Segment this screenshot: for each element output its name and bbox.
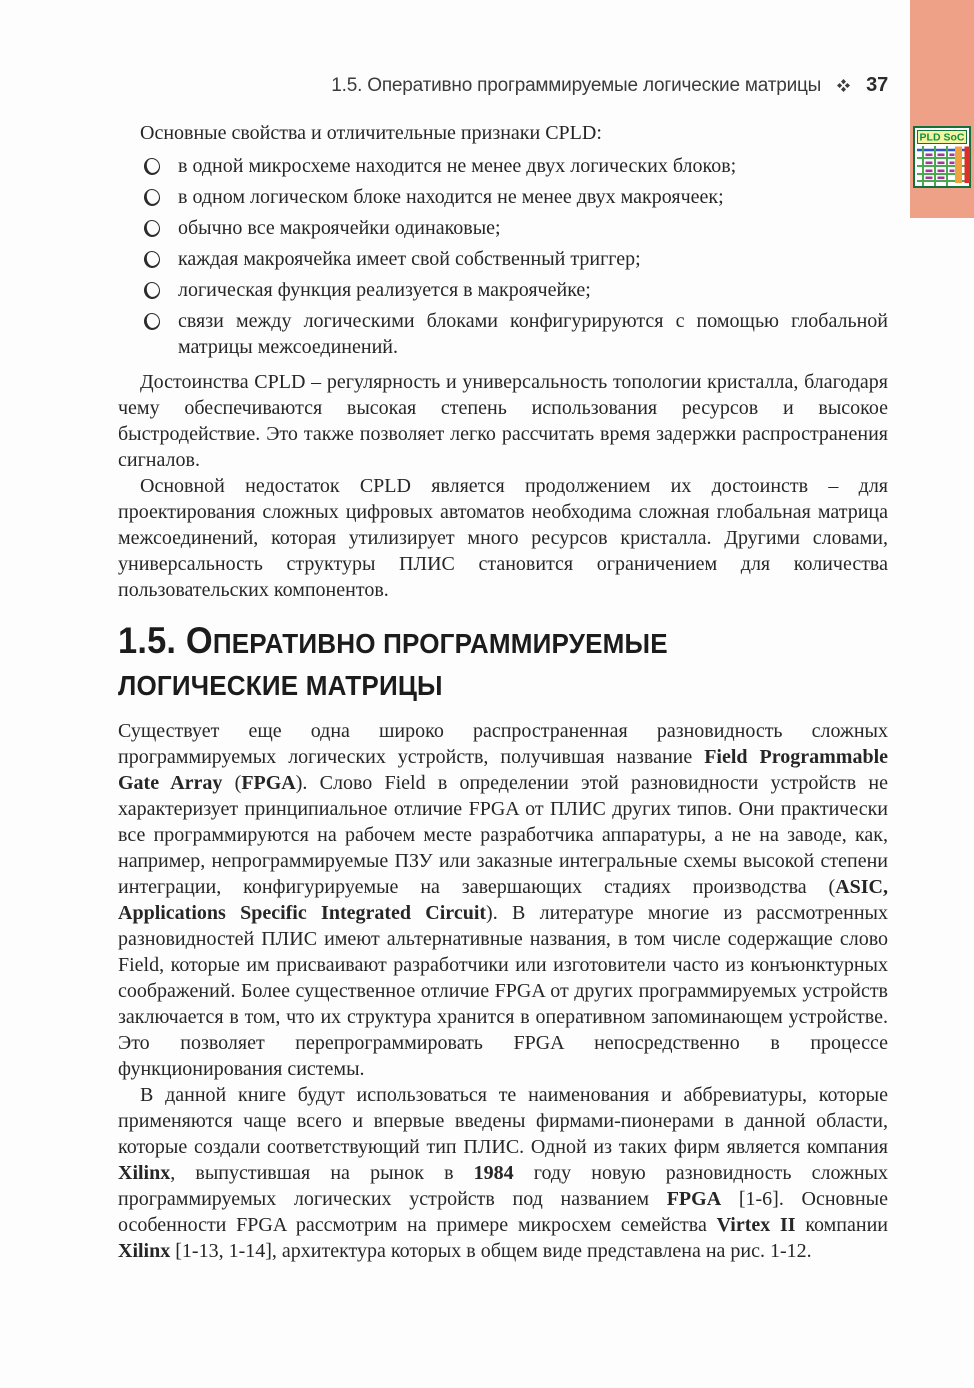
section-heading-number: 1.5. О [118,620,213,661]
circle-bullet-icon [142,249,162,269]
list-item [118,246,888,272]
text-run-bold: 1984 [473,1162,514,1184]
text-run: ). В литературе многие из рассмотренных разновидностей ПЛИС имеют альтернативные названия, в том числе содержащие слово Field, которые им присваивают разработчики или изготовители часто из конъюнктурных соображений. Более существенное отличие FPGA от других программируемых устройств заключается в том, что их структура хранится в оперативном запоминающем устройстве. Это позволяет перепрограммировать FPGA непосредственно в процессе функционирования системы. [118,902,888,1080]
section-heading-line2: ЛОГИЧЕСКИЕ МАТРИЦЫ [118,670,443,701]
text-run: ( [222,772,242,794]
paragraph-cpld-advantages: Достоинства CPLD – регулярность и универсальность топологии кристалла, благодаря чему обеспечиваются высокая степень использования ресурсов и высокое быстродействие. Это также позволяет легко рассчитать время задержки распространения сигналов. [118,371,888,471]
diamond-icon [837,76,850,98]
paragraph-fpga [118,718,888,1082]
pld-soc-icon [913,126,971,188]
text-run-bold: Xilinx [118,1162,171,1184]
list-item-text: логическая функция реализуется в макроячейке; [178,279,591,301]
list-item [118,184,888,210]
text-run: В данной книге будут использоваться те наименования и аббревиатуры, которые применяются чаще всего и впервые введены фирмами-пионерами в данной области, которые создали соответствующий тип ПЛИС. Одной из таких фирм является компания [118,1084,888,1158]
text-run: году новую разновидность сложных программируемых логических устройств под названием [118,1162,888,1210]
circle-bullet-icon [142,218,162,238]
text-run-bold: Xilinx [118,1240,171,1262]
text-run-bold: Field Programmable Gate Array [118,746,888,794]
list-item-text: в одном логическом блоке находится не менее двух макроячеек; [178,186,724,208]
chapter-tab-strip [910,0,974,218]
circle-bullet-icon [142,156,162,176]
circle-bullet-icon [142,187,162,207]
list-item-text: каждая макроячейка имеет свой собственный триггер; [178,248,641,270]
list-item [118,153,888,179]
text-run-bold: Virtex II [716,1214,796,1236]
text-run: [1-6]. Основные особенности FPGA рассмотрим на примере микросхем семейства [118,1188,889,1236]
text-run-bold: ASIC, Applications Specific Integrated Circuit [118,876,888,924]
pld-soc-icon-label: PLD SoC [919,131,965,144]
circle-bullet-icon [142,280,162,300]
running-header [118,74,888,97]
list-item [118,308,888,360]
list-item-text: в одной микросхеме находится не менее двух логических блоков; [178,155,737,177]
text-run-bold: FPGA [666,1188,722,1210]
page-content [118,120,888,1264]
text-run: , выпустившая на рынок в [170,1162,474,1184]
list-item [118,215,888,241]
circle-bullet-icon [142,311,162,331]
cpld-properties-list [118,153,888,360]
list-item-text: связи между логическими блоками конфигурируются с помощью глобальной матрицы межсоединений. [178,310,888,358]
running-header-title: 1.5. Оперативно программируемые логические матрицы [331,75,822,96]
section-heading-line1: ПЕРАТИВНО ПРОГРАММИРУЕМЫЕ [212,628,668,659]
paragraph-cpld-drawback: Основной недостаток CPLD является продолжением их достоинств – для проектирования сложных цифровых автоматов необходима сложная глобальная матрица межсоединений, которая утилизирует много ресурсов кристалла. Другими словами, универсальность структуры ПЛИС становится ограничением для количества пользовательских компонентов. [118,475,888,601]
section-heading [118,619,834,706]
text-run: [1-13, 1-14], архитектура которых в общем виде представлена на рис. 1-12. [170,1240,812,1262]
page-number: 37 [866,74,888,96]
text-run: компании [795,1214,888,1236]
paragraph-cpld-intro: Основные свойства и отличительные признаки CPLD: [140,122,602,144]
text-run: ). Слово Field в определении этой разновидности устройств не характеризует принципиальное отличие FPGA от ПЛИС других типов. Они практически все программируются на рабочем месте разработчика аппаратуры, а не на заводе, как, например, непрограммируемые ПЗУ или заказные интегральные схемы высокой степени интеграции, конфигурируемые на завершающих стадиях производства ( [118,772,888,898]
list-item [118,277,888,303]
text-run-bold: FPGA [241,772,296,794]
text-run: Существует еще одна широко распространенная разновидность сложных программируемых логических устройств, получившая название [118,720,888,768]
list-item-text: обычно все макроячейки одинаковые; [178,217,501,239]
paragraph-xilinx [118,1082,888,1264]
